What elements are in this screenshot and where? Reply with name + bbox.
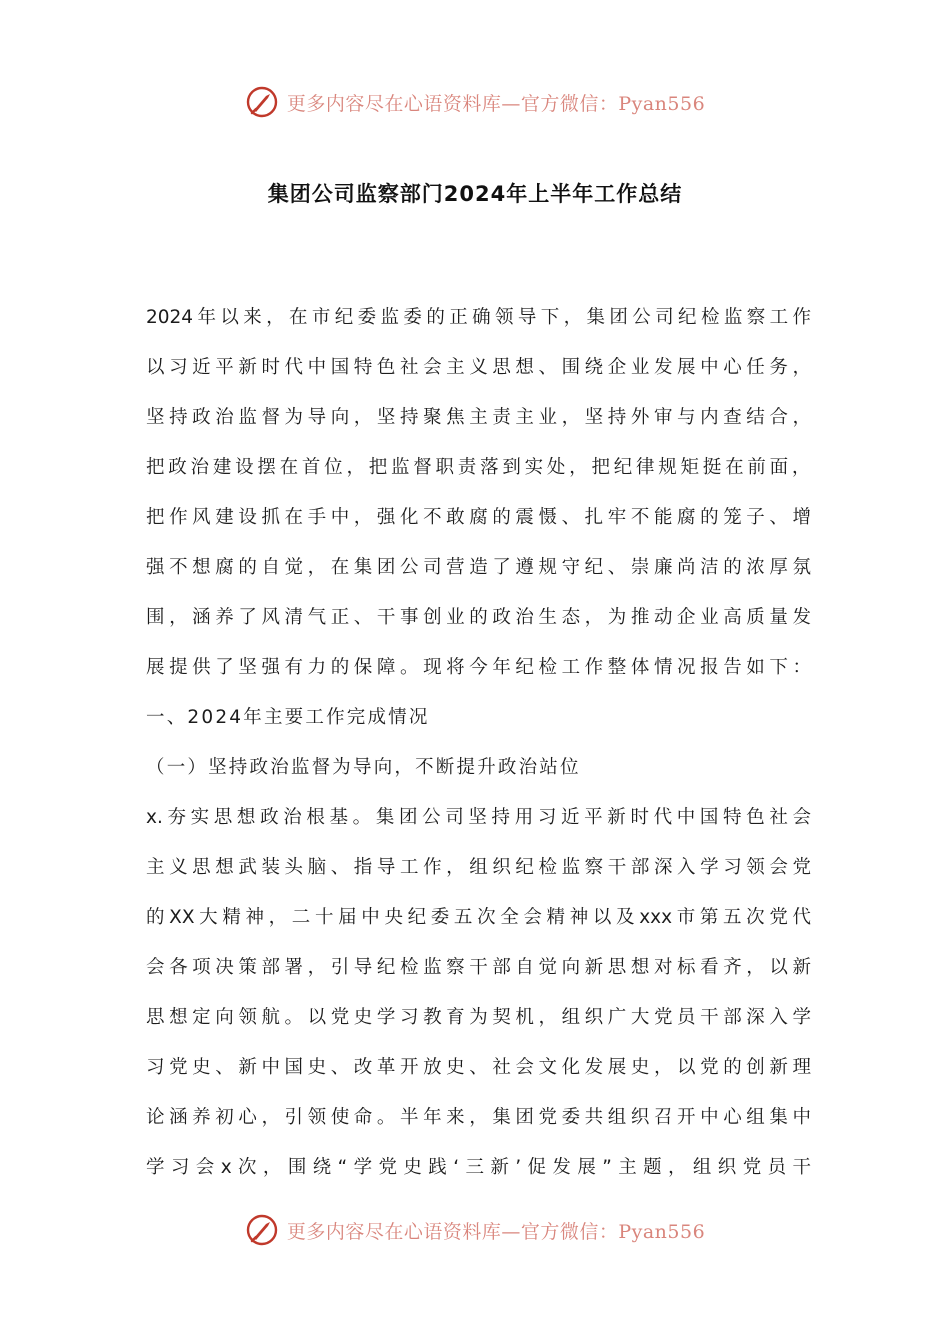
body-line: 2024年以来，在市纪委监委的正确领导下，集团公司纪检监察工作 — [146, 307, 811, 328]
document-body — [146, 298, 811, 1198]
section-heading: 一、2024年主要工作完成情况 — [146, 707, 430, 728]
body-line: 强不想腐的自觉，在集团公司营造了遵规守纪、崇廉尚洁的浓厚氛 — [146, 557, 811, 578]
body-line: 主义思想武装头脑、指导工作，组织纪检监察干部深入学习领会党 — [146, 857, 811, 878]
body-line: 会各项决策部署，引导纪检监察干部自觉向新思想对标看齐，以新 — [146, 957, 811, 978]
watermark-header — [0, 82, 950, 122]
body-line: 把政治建设摆在首位，把监督职责落到实处，把纪律规矩挺在前面， — [146, 457, 811, 478]
pen-nib-logo-icon — [245, 85, 279, 119]
body-line: 坚持政治监督为导向，坚持聚焦主责主业，坚持外审与内查结合， — [146, 407, 811, 428]
body-line: 论涵养初心，引领使命。半年来，集团党委共组织召开中心组集中 — [146, 1107, 811, 1128]
body-line: 把作风建设抓在手中，强化不敢腐的震慑、扎牢不能腐的笼子、增 — [146, 507, 811, 528]
body-line: 围，涵养了风清气正、干事创业的政治生态，为推动企业高质量发 — [146, 607, 811, 628]
watermark-footer — [0, 1210, 950, 1250]
body-line: 学习会x次，围绕“学党史践‘三新’促发展”主题，组织党员干 — [146, 1157, 811, 1178]
watermark-text: 更多内容尽在心语资料库—官方微信：Pyan556 — [286, 1220, 706, 1243]
body-line: 思想定向领航。以党史学习教育为契机，组织广大党员干部深入学 — [146, 1007, 811, 1028]
document-title: 集团公司监察部门2024年上半年工作总结 — [267, 182, 683, 206]
subsection-heading: （一）坚持政治监督为导向，不断提升政治站位 — [146, 757, 581, 778]
body-line: 的XX大精神，二十届中央纪委五次全会精神以及xxx市第五次党代 — [146, 907, 811, 928]
body-line: 展提供了坚强有力的保障。现将今年纪检工作整体情况报告如下： — [146, 657, 811, 678]
body-line: 以习近平新时代中国特色社会主义思想、围绕企业发展中心任务， — [146, 357, 811, 378]
body-line: x.夯实思想政治根基。集团公司坚持用习近平新时代中国特色社会 — [146, 807, 811, 828]
body-line: 习党史、新中国史、改革开放史、社会文化发展史，以党的创新理 — [146, 1057, 811, 1078]
pen-nib-logo-icon — [245, 1213, 279, 1247]
watermark-text: 更多内容尽在心语资料库—官方微信：Pyan556 — [286, 92, 706, 115]
